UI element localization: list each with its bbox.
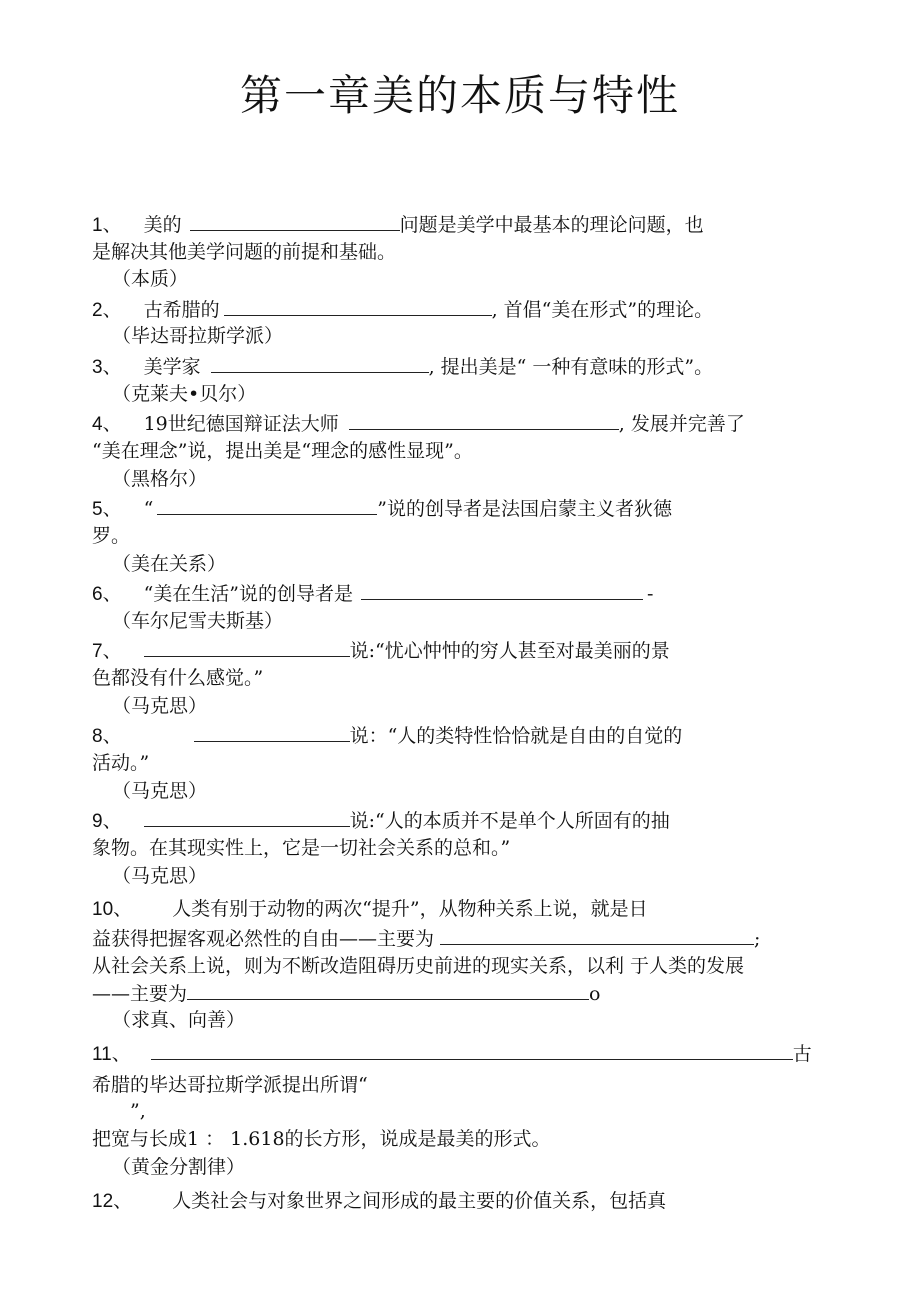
answer-blank[interactable] (349, 411, 619, 430)
question-number: 7、 (92, 641, 122, 662)
question-10-line-2 (92, 926, 760, 952)
answer-blank[interactable] (187, 981, 589, 1000)
answer-text: （黄金分割律） (112, 1156, 246, 1178)
question-text: 美学家 (143, 356, 201, 378)
question-11-line-4: 把宽与长成1 ： 1.618的长方形，说成是最美的形式。 (92, 1128, 551, 1150)
question-5-line-1 (92, 496, 672, 523)
question-12-line-1 (92, 1188, 666, 1215)
answer-blank[interactable] (211, 354, 429, 373)
question-text: 问题是美学中最基本的理论问题，也 (399, 214, 704, 236)
question-number: 3、 (92, 357, 122, 378)
question-8-line-2: 活动。” (92, 752, 150, 774)
answer-text: （求真、向善） (112, 1009, 246, 1031)
question-text: ; (754, 928, 761, 950)
question-text: 说：“人的类特性恰恰就是自由的自觉的 (349, 725, 683, 747)
question-10-line-3: 从社会关系上说，则为不断改造阻碍历史前进的现实关系，以利 于人类的发展 (92, 955, 745, 977)
answer-text: （美在关系） (112, 553, 227, 575)
answer-text: （车尔尼雪夫斯基） (112, 610, 284, 632)
question-9-line-2: 象物。在其现实性上，它是一切社会关系的总和。” (92, 837, 511, 859)
question-text: o (589, 983, 601, 1005)
question-number: 9、 (92, 811, 122, 832)
answer-text: （克莱夫•贝尔） (112, 383, 257, 405)
answer-blank[interactable] (440, 926, 754, 945)
question-1-line-2: 是解决其他美学问题的前提和基础。 (92, 241, 397, 263)
question-text: 益获得把握客观必然性的自由——主要为 (92, 928, 435, 950)
question-text: 古希腊的 (143, 299, 220, 321)
question-number: 6、 (92, 584, 122, 605)
answer-blank[interactable] (151, 1041, 793, 1060)
question-text: ——主要为 (92, 983, 188, 1005)
question-text: “美在生活”说的创导者是 (143, 583, 354, 605)
question-text: ”说的创导者是法国启蒙主义者狄德 (377, 498, 673, 520)
answer-text: （马克思） (112, 780, 208, 802)
question-2-line-1 (92, 297, 713, 324)
question-text: “ (143, 498, 154, 520)
answer-text: （毕达哥拉斯学派） (112, 325, 284, 347)
question-text: , 发展并完善了 (618, 413, 745, 435)
answer-blank[interactable] (224, 297, 492, 316)
question-text: 说:“忧心忡忡的穷人甚至对最美丽的景 (349, 640, 670, 662)
question-11-line-1 (92, 1041, 812, 1068)
question-11-line-3: ”, (130, 1100, 146, 1122)
answer-blank[interactable] (361, 581, 643, 600)
question-text: 古 (792, 1043, 812, 1065)
question-text: 19世纪德国辩证法大师 (143, 413, 339, 435)
question-number: 8、 (92, 726, 122, 747)
answer-blank[interactable] (190, 212, 400, 231)
question-text: - (647, 583, 654, 605)
question-7-line-1 (92, 638, 670, 665)
answer-blank[interactable] (157, 496, 377, 515)
answer-text: （马克思） (112, 695, 208, 717)
question-9-line-1 (92, 808, 670, 835)
question-5-line-2: 罗。 (92, 525, 131, 547)
question-3-line-1 (92, 354, 713, 381)
page-title: 第一章美的本质与特性 (239, 71, 680, 120)
question-11-line-2: 希腊的毕达哥拉斯学派提出所谓“ (92, 1074, 368, 1096)
question-8-line-1 (92, 723, 682, 750)
question-number: 2、 (92, 300, 122, 321)
question-4-line-1 (92, 411, 745, 438)
question-4-line-2: “美在理念”说，提出美是“理念的感性显现”。 (92, 440, 473, 462)
question-text: 人类有别于动物的两次“提升”，从物种关系上说，就是日 (172, 898, 648, 920)
question-number: 10、 (92, 899, 133, 920)
answer-blank[interactable] (144, 638, 350, 657)
question-1-line-1 (92, 212, 704, 239)
question-10-line-1 (92, 896, 648, 923)
question-number: 4、 (92, 414, 122, 435)
question-number: 12、 (92, 1191, 133, 1212)
answer-text: （本质） (112, 268, 189, 290)
question-text: 美的 (143, 214, 182, 236)
answer-text: （马克思） (112, 865, 208, 887)
question-number: 1、 (92, 215, 122, 236)
question-number: 11、 (92, 1044, 131, 1065)
question-number: 5、 (92, 499, 122, 520)
question-7-line-2: 色都没有什么感觉。” (92, 667, 264, 689)
question-text: , 首倡“美在形式”的理论。 (491, 299, 714, 321)
question-text: 说:“人的本质并不是单个人所固有的抽 (349, 810, 670, 832)
answer-blank[interactable] (144, 808, 350, 827)
answer-text: （黑格尔） (112, 468, 208, 490)
answer-blank[interactable] (194, 723, 350, 742)
question-6-line-1 (92, 581, 653, 608)
question-text: , 提出美是“ 一种有意味的形式”。 (428, 356, 714, 378)
question-10-line-4 (92, 981, 600, 1007)
question-text: 人类社会与对象世界之间形成的最主要的价值关系，包括真 (172, 1190, 667, 1212)
